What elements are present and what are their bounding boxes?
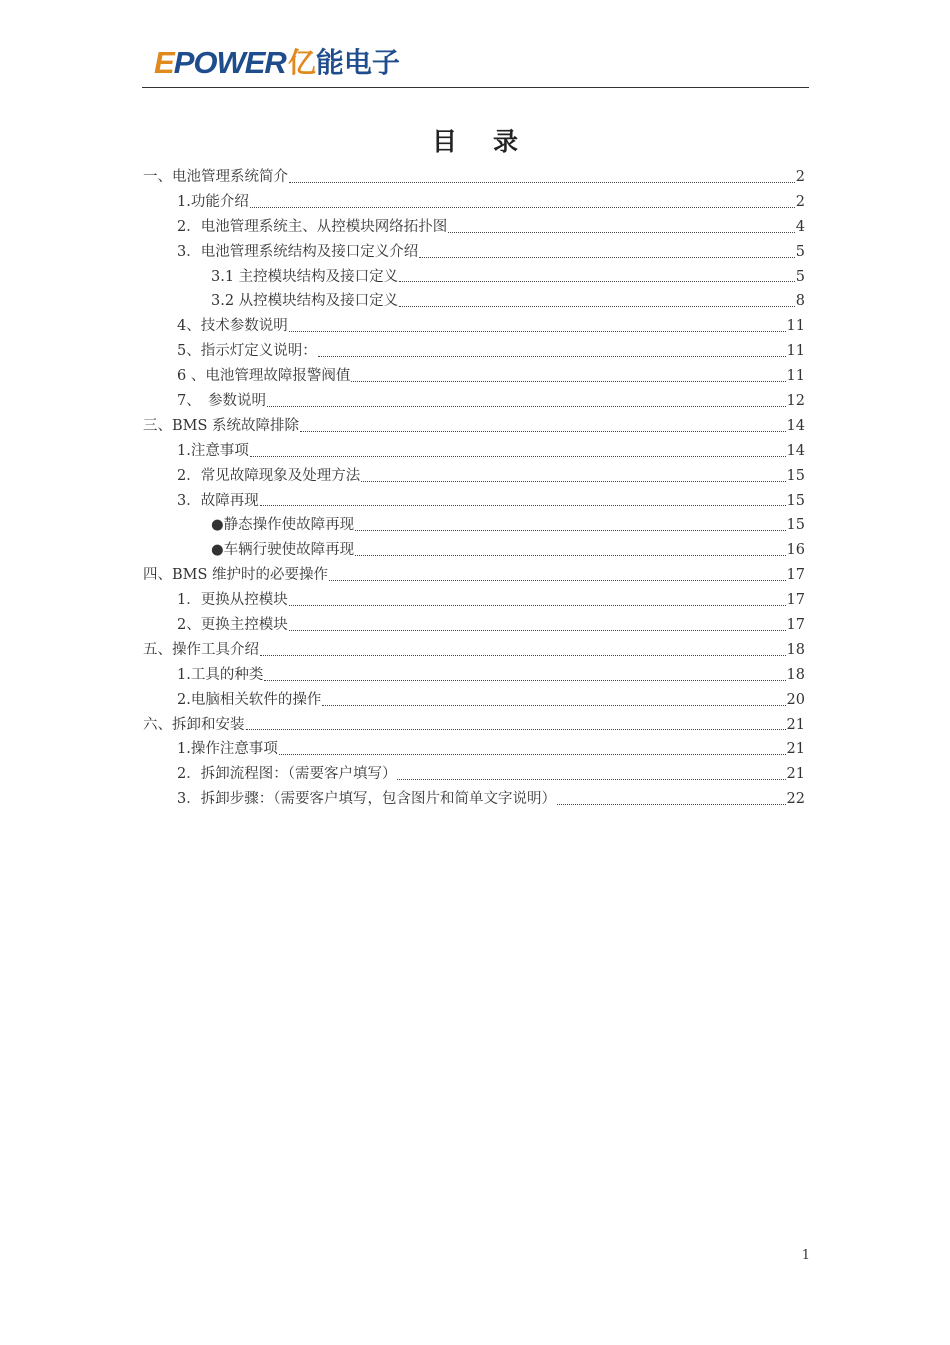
toc-entry-label: 三、BMS 系统故障排除 [143, 417, 300, 434]
toc-entry-page: 21 [786, 741, 805, 758]
toc-leader-dots [318, 355, 786, 357]
toc-entry-label: 5、指示灯定义说明： [177, 343, 317, 360]
logo-latin: EPOWER [154, 45, 286, 80]
table-of-contents [143, 165, 805, 812]
toc-entry-label: 2、更换主控模块 [177, 617, 288, 634]
toc-entry-page: 2 [795, 169, 805, 185]
toc-leader-dots [300, 430, 786, 432]
toc-entry[interactable] [143, 489, 805, 514]
toc-entry-page: 11 [786, 343, 805, 360]
toc-entry[interactable] [143, 314, 805, 339]
toc-entry-page: 2 [795, 193, 805, 210]
toc-entry[interactable] [143, 240, 805, 265]
toc-entry[interactable] [143, 439, 805, 464]
toc-entry[interactable] [143, 513, 805, 538]
page-header [142, 40, 809, 88]
toc-entry-page: 5 [795, 268, 805, 285]
toc-entry[interactable] [143, 339, 805, 364]
toc-entry-label: 2．电池管理系统主、从控模块网络拓扑图 [177, 218, 448, 235]
toc-leader-dots [361, 480, 785, 482]
toc-entry-label: ●静态操作使故障再现 [211, 517, 355, 534]
toc-leader-dots [267, 405, 786, 407]
toc-leader-dots [419, 256, 795, 258]
toc-entry-label: 4、技术参数说明 [177, 318, 288, 335]
toc-leader-dots [289, 330, 786, 332]
toc-leader-dots [264, 679, 785, 681]
toc-entry[interactable] [143, 787, 805, 812]
toc-leader-dots [399, 280, 795, 282]
toc-entry[interactable] [143, 613, 805, 638]
toc-entry-page: 12 [786, 393, 805, 410]
toc-leader-dots [322, 704, 785, 706]
page-number: 1 [801, 1248, 810, 1263]
company-logo [154, 44, 400, 82]
toc-entry-page: 14 [786, 417, 805, 434]
toc-entry[interactable] [143, 215, 805, 240]
toc-entry[interactable] [143, 563, 805, 588]
toc-entry-page: 21 [786, 716, 805, 733]
toc-entry-label: 四、BMS 维护时的必要操作 [143, 567, 329, 584]
toc-entry-label: 1.操作注意事项 [177, 741, 278, 758]
toc-entry-page: 17 [786, 567, 805, 584]
toc-entry[interactable] [143, 588, 805, 613]
toc-entry-label: 一、电池管理系统简介 [143, 169, 288, 185]
toc-entry[interactable] [143, 737, 805, 762]
toc-entry-page: 17 [786, 592, 805, 609]
toc-leader-dots [351, 380, 785, 382]
toc-entry-label: 2．常见故障现象及处理方法 [177, 467, 361, 484]
toc-entry-label: 1.注意事项 [177, 442, 249, 459]
toc-entry-page: 5 [795, 243, 805, 260]
toc-entry[interactable] [143, 265, 805, 290]
toc-entry-page: 15 [786, 492, 805, 509]
toc-entry-label: 7、 参数说明 [177, 393, 266, 410]
toc-entry-page: 22 [786, 791, 805, 808]
toc-entry-label: 3．拆卸步骤：（需要客户填写，包含图片和简单文字说明） [177, 791, 556, 808]
toc-entry-page: 21 [786, 766, 805, 783]
toc-entry[interactable] [143, 663, 805, 688]
toc-entry[interactable] [143, 414, 805, 439]
toc-leader-dots [289, 181, 795, 183]
toc-entry-label: 3．故障再现 [177, 492, 259, 509]
toc-entry-page: 11 [786, 368, 805, 385]
toc-entry[interactable] [143, 762, 805, 787]
toc-entry-page: 20 [786, 691, 805, 708]
toc-entry-page: 8 [795, 293, 805, 310]
toc-entry[interactable] [143, 165, 805, 190]
toc-entry[interactable] [143, 688, 805, 713]
logo-cjk: 亿能电子 [287, 46, 400, 79]
toc-leader-dots [260, 654, 786, 656]
toc-entry[interactable] [143, 190, 805, 215]
toc-entry-page: 15 [786, 467, 805, 484]
toc-entry-page: 11 [786, 318, 805, 335]
toc-entry-page: 17 [786, 617, 805, 634]
toc-entry-label: 1．更换从控模块 [177, 592, 288, 609]
toc-entry-page: 16 [786, 542, 805, 559]
toc-entry-label: 3.2 从控模块结构及接口定义 [211, 293, 399, 310]
toc-leader-dots [250, 455, 786, 457]
toc-entry[interactable] [143, 538, 805, 563]
toc-entry-page: 14 [786, 442, 805, 459]
toc-leader-dots [329, 579, 786, 581]
toc-leader-dots [355, 529, 785, 531]
toc-leader-dots [397, 778, 785, 780]
toc-entry[interactable] [143, 713, 805, 738]
toc-entry[interactable] [143, 289, 805, 314]
toc-entry-label: 6 、电池管理故障报警阀值 [177, 368, 351, 385]
toc-entry-label: 1.工具的种类 [177, 666, 264, 683]
toc-leader-dots [289, 629, 786, 631]
toc-leader-dots [279, 753, 786, 755]
toc-leader-dots [260, 504, 786, 506]
toc-entry-label: 2.电脑相关软件的操作 [177, 691, 322, 708]
toc-entry-label: 2．拆卸流程图：（需要客户填写） [177, 766, 397, 783]
toc-entry-label: 3．电池管理系统结构及接口定义介绍 [177, 243, 419, 260]
toc-entry-page: 15 [786, 517, 805, 534]
toc-leader-dots [289, 604, 786, 606]
toc-entry-label: 3.1 主控模块结构及接口定义 [211, 268, 399, 285]
toc-entry-label: 五、操作工具介绍 [143, 641, 259, 658]
toc-entry-label: ●车辆行驶使故障再现 [211, 542, 355, 559]
toc-leader-dots [355, 554, 785, 556]
toc-entry-label: 1.功能介绍 [177, 193, 249, 210]
toc-leader-dots [250, 206, 795, 208]
toc-entry[interactable] [143, 389, 805, 414]
toc-entry-page: 18 [786, 666, 805, 683]
toc-title: 目录 [431, 127, 554, 156]
toc-leader-dots [399, 305, 795, 307]
toc-entry-label: 六、拆卸和安装 [143, 716, 245, 733]
toc-entry[interactable] [143, 364, 805, 389]
toc-entry[interactable] [143, 464, 805, 489]
toc-entry-page: 4 [795, 218, 805, 235]
toc-leader-dots [557, 803, 786, 805]
toc-leader-dots [246, 728, 786, 730]
toc-entry-page: 18 [786, 641, 805, 658]
toc-entry[interactable] [143, 638, 805, 663]
toc-leader-dots [448, 231, 795, 233]
